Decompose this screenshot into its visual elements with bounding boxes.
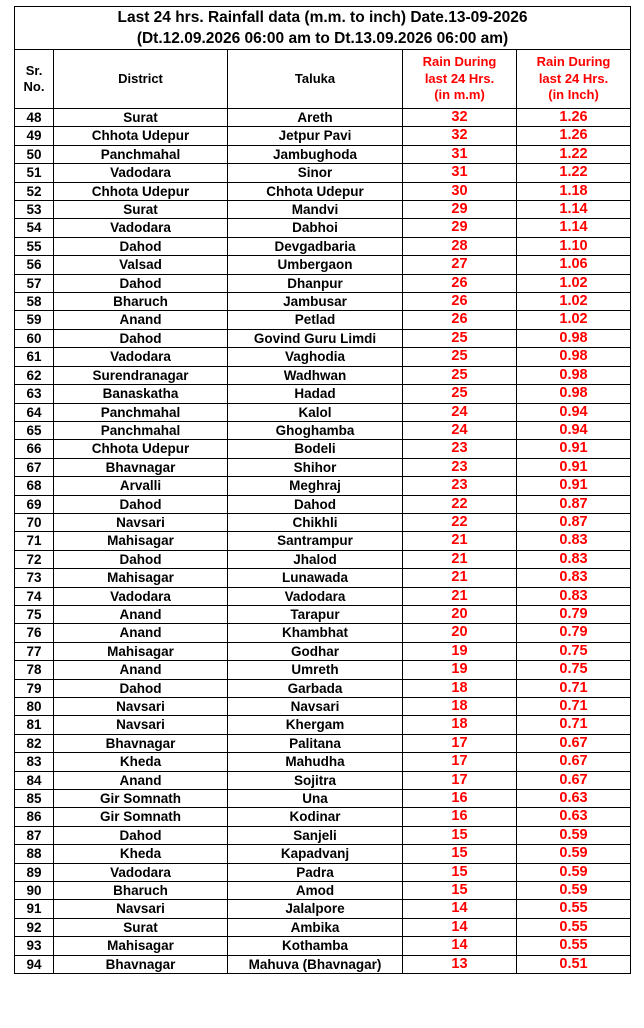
table-row <box>15 955 631 973</box>
cell-taluka: Kodinar <box>228 808 403 826</box>
cell-sr-no: 53 <box>15 201 54 219</box>
cell-taluka: Garbada <box>228 679 403 697</box>
cell-taluka: Jambughoda <box>228 145 403 163</box>
cell-rain-inch: 0.67 <box>517 734 631 752</box>
cell-sr-no: 76 <box>15 624 54 642</box>
cell-taluka: Petlad <box>228 311 403 329</box>
cell-rain-mm: 25 <box>403 348 517 366</box>
cell-taluka: Dahod <box>228 495 403 513</box>
header-district: District <box>54 50 228 109</box>
cell-district: Anand <box>54 605 228 623</box>
cell-sr-no: 68 <box>15 477 54 495</box>
cell-sr-no: 51 <box>15 164 54 182</box>
table-row <box>15 458 631 476</box>
cell-sr-no: 78 <box>15 661 54 679</box>
table-title: Last 24 hrs. Rainfall data (m.m. to inch) Date.13-09-2026 <box>15 7 631 29</box>
cell-rain-inch: 1.02 <box>517 274 631 292</box>
cell-district: Chhota Udepur <box>54 440 228 458</box>
cell-taluka: Sanjeli <box>228 826 403 844</box>
cell-sr-no: 61 <box>15 348 54 366</box>
cell-rain-mm: 32 <box>403 109 517 127</box>
cell-rain-inch: 1.22 <box>517 164 631 182</box>
cell-district: Navsari <box>54 716 228 734</box>
cell-district: Navsari <box>54 698 228 716</box>
cell-district: Vadodara <box>54 587 228 605</box>
cell-rain-mm: 16 <box>403 808 517 826</box>
cell-rain-inch: 0.51 <box>517 955 631 973</box>
cell-sr-no: 81 <box>15 716 54 734</box>
cell-rain-inch: 1.14 <box>517 201 631 219</box>
cell-rain-mm: 22 <box>403 513 517 531</box>
table-row <box>15 219 631 237</box>
cell-taluka: Una <box>228 790 403 808</box>
cell-sr-no: 69 <box>15 495 54 513</box>
cell-rain-inch: 0.71 <box>517 698 631 716</box>
table-row <box>15 366 631 384</box>
cell-taluka: Chhota Udepur <box>228 182 403 200</box>
table-row <box>15 605 631 623</box>
cell-rain-mm: 26 <box>403 293 517 311</box>
cell-rain-inch: 0.94 <box>517 421 631 439</box>
table-row <box>15 145 631 163</box>
cell-rain-mm: 14 <box>403 937 517 955</box>
cell-district: Vadodara <box>54 863 228 881</box>
cell-rain-mm: 23 <box>403 440 517 458</box>
cell-sr-no: 90 <box>15 882 54 900</box>
cell-rain-inch: 0.98 <box>517 329 631 347</box>
cell-rain-inch: 0.79 <box>517 605 631 623</box>
cell-rain-mm: 25 <box>403 366 517 384</box>
cell-district: Surat <box>54 918 228 936</box>
cell-rain-inch: 0.87 <box>517 495 631 513</box>
table-row <box>15 495 631 513</box>
cell-sr-no: 55 <box>15 237 54 255</box>
cell-taluka: Sojitra <box>228 771 403 789</box>
rainfall-sheet <box>14 6 630 974</box>
cell-rain-mm: 30 <box>403 182 517 200</box>
cell-rain-inch: 0.98 <box>517 348 631 366</box>
cell-taluka: Mandvi <box>228 201 403 219</box>
cell-rain-inch: 0.91 <box>517 458 631 476</box>
cell-taluka: Palitana <box>228 734 403 752</box>
table-row <box>15 421 631 439</box>
cell-district: Arvalli <box>54 477 228 495</box>
cell-sr-no: 94 <box>15 955 54 973</box>
cell-district: Bhavnagar <box>54 734 228 752</box>
cell-rain-inch: 0.67 <box>517 771 631 789</box>
cell-rain-mm: 14 <box>403 918 517 936</box>
table-row <box>15 109 631 127</box>
cell-taluka: Hadad <box>228 385 403 403</box>
cell-taluka: Umbergaon <box>228 256 403 274</box>
cell-taluka: Devgadbaria <box>228 237 403 255</box>
cell-taluka: Kalol <box>228 403 403 421</box>
cell-district: Dahod <box>54 495 228 513</box>
table-subtitle-date-range: (Dt.12.09.2026 06:00 am to Dt.13.09.2026 06:00 am) <box>15 28 631 50</box>
table-row <box>15 698 631 716</box>
cell-sr-no: 86 <box>15 808 54 826</box>
cell-rain-inch: 0.59 <box>517 826 631 844</box>
table-row <box>15 348 631 366</box>
cell-rain-mm: 23 <box>403 477 517 495</box>
cell-district: Dahod <box>54 274 228 292</box>
table-row <box>15 201 631 219</box>
cell-sr-no: 59 <box>15 311 54 329</box>
cell-taluka: Meghraj <box>228 477 403 495</box>
cell-taluka: Areth <box>228 109 403 127</box>
table-row <box>15 900 631 918</box>
cell-rain-inch: 0.55 <box>517 937 631 955</box>
cell-district: Panchmahal <box>54 403 228 421</box>
cell-district: Valsad <box>54 256 228 274</box>
cell-sr-no: 50 <box>15 145 54 163</box>
cell-sr-no: 49 <box>15 127 54 145</box>
table-row <box>15 569 631 587</box>
table-row <box>15 293 631 311</box>
cell-rain-inch: 0.55 <box>517 900 631 918</box>
cell-sr-no: 63 <box>15 385 54 403</box>
header-sr-no: Sr. No. <box>15 50 54 109</box>
cell-rain-mm: 18 <box>403 698 517 716</box>
cell-rain-inch: 1.26 <box>517 109 631 127</box>
cell-district: Anand <box>54 771 228 789</box>
cell-rain-mm: 21 <box>403 550 517 568</box>
cell-rain-mm: 15 <box>403 826 517 844</box>
table-row <box>15 256 631 274</box>
cell-district: Bharuch <box>54 293 228 311</box>
cell-rain-inch: 0.59 <box>517 863 631 881</box>
cell-district: Vadodara <box>54 348 228 366</box>
cell-rain-mm: 16 <box>403 790 517 808</box>
cell-rain-inch: 1.18 <box>517 182 631 200</box>
table-row <box>15 513 631 531</box>
cell-taluka: Jhalod <box>228 550 403 568</box>
cell-district: Panchmahal <box>54 421 228 439</box>
cell-rain-inch: 1.06 <box>517 256 631 274</box>
cell-rain-inch: 0.75 <box>517 661 631 679</box>
table-row <box>15 863 631 881</box>
cell-rain-mm: 25 <box>403 385 517 403</box>
cell-district: Navsari <box>54 900 228 918</box>
cell-rain-inch: 0.67 <box>517 753 631 771</box>
cell-rain-mm: 29 <box>403 219 517 237</box>
cell-taluka: Tarapur <box>228 605 403 623</box>
table-row <box>15 550 631 568</box>
cell-rain-mm: 24 <box>403 403 517 421</box>
cell-district: Anand <box>54 661 228 679</box>
cell-rain-inch: 0.83 <box>517 569 631 587</box>
table-row <box>15 274 631 292</box>
cell-rain-mm: 17 <box>403 771 517 789</box>
rainfall-table <box>14 6 631 974</box>
table-row <box>15 734 631 752</box>
cell-sr-no: 54 <box>15 219 54 237</box>
table-row <box>15 771 631 789</box>
cell-district: Anand <box>54 311 228 329</box>
cell-district: Gir Somnath <box>54 790 228 808</box>
table-row <box>15 937 631 955</box>
cell-rain-inch: 1.02 <box>517 311 631 329</box>
table-row <box>15 882 631 900</box>
cell-taluka: Lunawada <box>228 569 403 587</box>
cell-sr-no: 80 <box>15 698 54 716</box>
cell-rain-mm: 25 <box>403 329 517 347</box>
cell-district: Kheda <box>54 845 228 863</box>
cell-rain-mm: 26 <box>403 311 517 329</box>
cell-rain-inch: 0.55 <box>517 918 631 936</box>
cell-taluka: Umreth <box>228 661 403 679</box>
cell-taluka: Shihor <box>228 458 403 476</box>
cell-taluka: Amod <box>228 882 403 900</box>
cell-district: Gir Somnath <box>54 808 228 826</box>
table-row <box>15 808 631 826</box>
table-row <box>15 403 631 421</box>
cell-taluka: Godhar <box>228 642 403 660</box>
cell-district: Dahod <box>54 329 228 347</box>
cell-rain-inch: 1.02 <box>517 293 631 311</box>
cell-taluka: Khergam <box>228 716 403 734</box>
cell-rain-mm: 18 <box>403 716 517 734</box>
cell-taluka: Navsari <box>228 698 403 716</box>
cell-district: Bharuch <box>54 882 228 900</box>
cell-rain-mm: 14 <box>403 900 517 918</box>
cell-rain-mm: 15 <box>403 845 517 863</box>
cell-district: Chhota Udepur <box>54 182 228 200</box>
cell-district: Banaskatha <box>54 385 228 403</box>
table-row <box>15 127 631 145</box>
cell-rain-mm: 21 <box>403 569 517 587</box>
table-row <box>15 385 631 403</box>
cell-rain-inch: 0.83 <box>517 532 631 550</box>
table-row <box>15 182 631 200</box>
cell-rain-mm: 23 <box>403 458 517 476</box>
table-row <box>15 329 631 347</box>
cell-rain-inch: 0.63 <box>517 808 631 826</box>
cell-rain-inch: 0.91 <box>517 440 631 458</box>
cell-sr-no: 52 <box>15 182 54 200</box>
cell-sr-no: 89 <box>15 863 54 881</box>
cell-sr-no: 88 <box>15 845 54 863</box>
cell-taluka: Kapadvanj <box>228 845 403 863</box>
cell-rain-mm: 22 <box>403 495 517 513</box>
cell-taluka: Dhanpur <box>228 274 403 292</box>
cell-taluka: Ghoghamba <box>228 421 403 439</box>
table-row <box>15 661 631 679</box>
table-row <box>15 311 631 329</box>
cell-rain-mm: 29 <box>403 201 517 219</box>
cell-district: Anand <box>54 624 228 642</box>
cell-taluka: Padra <box>228 863 403 881</box>
cell-district: Panchmahal <box>54 145 228 163</box>
cell-rain-mm: 21 <box>403 532 517 550</box>
cell-taluka: Sinor <box>228 164 403 182</box>
cell-taluka: Jambusar <box>228 293 403 311</box>
cell-taluka: Dabhoi <box>228 219 403 237</box>
cell-district: Dahod <box>54 550 228 568</box>
table-header <box>15 7 631 109</box>
cell-rain-mm: 26 <box>403 274 517 292</box>
table-row <box>15 716 631 734</box>
cell-rain-inch: 0.71 <box>517 679 631 697</box>
cell-sr-no: 65 <box>15 421 54 439</box>
cell-rain-inch: 0.98 <box>517 366 631 384</box>
cell-rain-inch: 0.83 <box>517 587 631 605</box>
cell-taluka: Ambika <box>228 918 403 936</box>
cell-district: Navsari <box>54 513 228 531</box>
header-rain-mm: Rain During last 24 Hrs. (in m.m) <box>403 50 517 109</box>
cell-rain-inch: 0.59 <box>517 882 631 900</box>
cell-rain-inch: 0.87 <box>517 513 631 531</box>
cell-sr-no: 82 <box>15 734 54 752</box>
cell-taluka: Jetpur Pavi <box>228 127 403 145</box>
cell-rain-mm: 20 <box>403 624 517 642</box>
cell-rain-inch: 0.75 <box>517 642 631 660</box>
cell-rain-inch: 0.71 <box>517 716 631 734</box>
cell-district: Dahod <box>54 826 228 844</box>
cell-rain-mm: 17 <box>403 734 517 752</box>
table-row <box>15 477 631 495</box>
cell-rain-inch: 0.63 <box>517 790 631 808</box>
cell-sr-no: 93 <box>15 937 54 955</box>
cell-taluka: Mahudha <box>228 753 403 771</box>
cell-sr-no: 75 <box>15 605 54 623</box>
cell-sr-no: 64 <box>15 403 54 421</box>
cell-sr-no: 66 <box>15 440 54 458</box>
cell-district: Vadodara <box>54 164 228 182</box>
cell-taluka: Govind Guru Limdi <box>228 329 403 347</box>
cell-district: Dahod <box>54 679 228 697</box>
cell-rain-inch: 1.22 <box>517 145 631 163</box>
cell-rain-mm: 32 <box>403 127 517 145</box>
cell-rain-mm: 15 <box>403 863 517 881</box>
cell-sr-no: 91 <box>15 900 54 918</box>
cell-sr-no: 92 <box>15 918 54 936</box>
cell-rain-inch: 1.10 <box>517 237 631 255</box>
cell-sr-no: 71 <box>15 532 54 550</box>
cell-rain-inch: 0.59 <box>517 845 631 863</box>
cell-sr-no: 58 <box>15 293 54 311</box>
cell-district: Vadodara <box>54 219 228 237</box>
cell-rain-mm: 19 <box>403 642 517 660</box>
cell-rain-inch: 1.14 <box>517 219 631 237</box>
cell-rain-mm: 28 <box>403 237 517 255</box>
cell-rain-inch: 0.83 <box>517 550 631 568</box>
cell-taluka: Chikhli <box>228 513 403 531</box>
cell-sr-no: 83 <box>15 753 54 771</box>
cell-sr-no: 84 <box>15 771 54 789</box>
table-row <box>15 845 631 863</box>
cell-sr-no: 74 <box>15 587 54 605</box>
cell-taluka: Jalalpore <box>228 900 403 918</box>
cell-sr-no: 56 <box>15 256 54 274</box>
cell-district: Surat <box>54 201 228 219</box>
cell-sr-no: 79 <box>15 679 54 697</box>
cell-rain-inch: 0.91 <box>517 477 631 495</box>
table-row <box>15 753 631 771</box>
table-row <box>15 642 631 660</box>
cell-rain-mm: 13 <box>403 955 517 973</box>
cell-sr-no: 60 <box>15 329 54 347</box>
cell-rain-mm: 24 <box>403 421 517 439</box>
cell-rain-mm: 27 <box>403 256 517 274</box>
cell-taluka: Bodeli <box>228 440 403 458</box>
cell-district: Surendranagar <box>54 366 228 384</box>
cell-taluka: Vadodara <box>228 587 403 605</box>
cell-sr-no: 70 <box>15 513 54 531</box>
cell-sr-no: 85 <box>15 790 54 808</box>
cell-district: Kheda <box>54 753 228 771</box>
cell-district: Mahisagar <box>54 937 228 955</box>
table-row <box>15 237 631 255</box>
table-row <box>15 587 631 605</box>
cell-rain-mm: 15 <box>403 882 517 900</box>
cell-taluka: Wadhwan <box>228 366 403 384</box>
table-row <box>15 440 631 458</box>
table-body <box>15 109 631 974</box>
cell-rain-mm: 21 <box>403 587 517 605</box>
cell-taluka: Vaghodia <box>228 348 403 366</box>
cell-district: Surat <box>54 109 228 127</box>
cell-sr-no: 62 <box>15 366 54 384</box>
cell-sr-no: 87 <box>15 826 54 844</box>
cell-rain-inch: 1.26 <box>517 127 631 145</box>
cell-rain-mm: 31 <box>403 164 517 182</box>
cell-rain-inch: 0.98 <box>517 385 631 403</box>
cell-rain-mm: 20 <box>403 605 517 623</box>
cell-district: Mahisagar <box>54 642 228 660</box>
cell-district: Dahod <box>54 237 228 255</box>
cell-sr-no: 77 <box>15 642 54 660</box>
cell-rain-mm: 17 <box>403 753 517 771</box>
cell-taluka: Khambhat <box>228 624 403 642</box>
cell-sr-no: 72 <box>15 550 54 568</box>
header-rain-inch: Rain During last 24 Hrs. (in Inch) <box>517 50 631 109</box>
cell-sr-no: 73 <box>15 569 54 587</box>
header-taluka: Taluka <box>228 50 403 109</box>
cell-rain-mm: 31 <box>403 145 517 163</box>
table-row <box>15 679 631 697</box>
cell-district: Chhota Udepur <box>54 127 228 145</box>
cell-rain-inch: 0.79 <box>517 624 631 642</box>
table-row <box>15 918 631 936</box>
cell-rain-mm: 18 <box>403 679 517 697</box>
cell-sr-no: 67 <box>15 458 54 476</box>
table-row <box>15 164 631 182</box>
cell-district: Mahisagar <box>54 532 228 550</box>
cell-sr-no: 48 <box>15 109 54 127</box>
cell-district: Bhavnagar <box>54 955 228 973</box>
table-row <box>15 826 631 844</box>
cell-district: Bhavnagar <box>54 458 228 476</box>
cell-taluka: Mahuva (Bhavnagar) <box>228 955 403 973</box>
cell-district: Mahisagar <box>54 569 228 587</box>
cell-rain-inch: 0.94 <box>517 403 631 421</box>
cell-taluka: Santrampur <box>228 532 403 550</box>
table-row <box>15 790 631 808</box>
cell-rain-mm: 19 <box>403 661 517 679</box>
cell-sr-no: 57 <box>15 274 54 292</box>
table-row <box>15 532 631 550</box>
table-row <box>15 624 631 642</box>
cell-taluka: Kothamba <box>228 937 403 955</box>
